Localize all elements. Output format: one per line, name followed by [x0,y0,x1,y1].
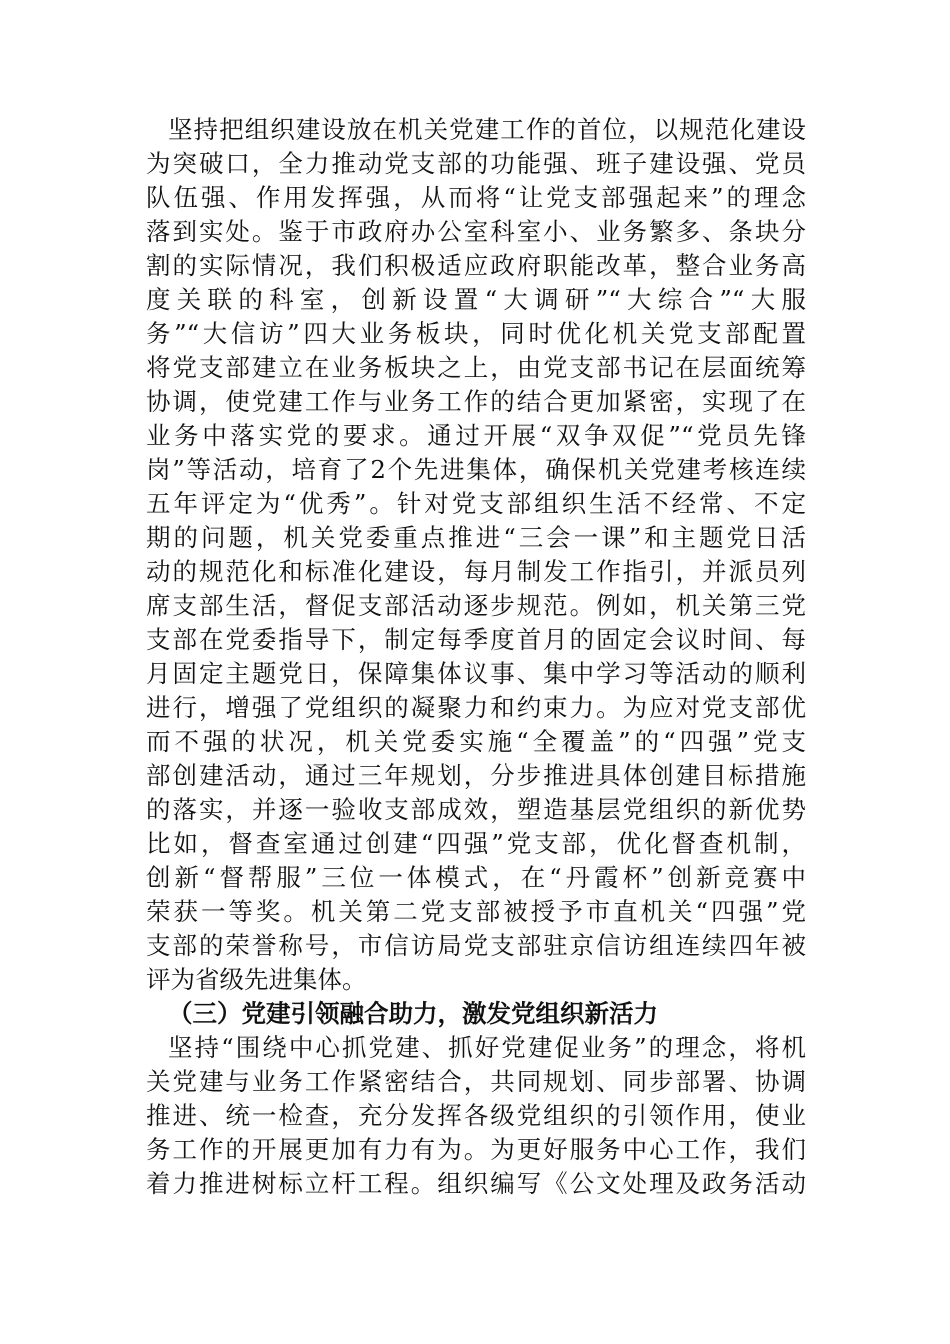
text-line: 的落实，并逐一验收支部成效，塑造基层党组织的新优势 [146,795,806,824]
text-line: 进行，增强了党组织的凝聚力和约束力。为应对党支部优 [146,693,806,722]
text-line: 着力推进树标立杆工程。组织编写《公文处理及政务活动 [146,1169,806,1198]
text-line: 月固定主题党日，保障集体议事、集中学习等活动的顺利 [146,659,806,688]
text-line: 支部的荣誉称号，市信访局党支部驻京信访组连续四年被 [146,931,806,960]
document-page [146,113,806,1201]
section-heading: （三）党建引领融合助力，激发党组织新活力 [168,999,658,1028]
text-line: 务”“大信访”四大业务板块，同时优化机关党支部配置 [146,319,806,348]
text-line: 岗”等活动，培育了2个先进集体，确保机关党建考核连续 [146,455,806,484]
text-line: 支部在党委指导下，制定每季度首月的固定会议时间、每 [146,625,806,654]
text-line: 创新“督帮服”三位一体模式，在“丹霞杯”创新竞赛中 [146,863,806,892]
text-line: 为突破口，全力推动党支部的功能强、班子建设强、党员 [146,149,806,178]
text-line: 评为省级先进集体。 [146,965,367,994]
text-line: 比如，督查室通过创建“四强”党支部，优化督查机制， [146,829,806,858]
paragraph-1 [146,113,806,997]
text-line: 关党建与业务工作紧密结合，共同规划、同步部署、协调 [146,1067,806,1096]
text-line: 部创建活动，通过三年规划，分步推进具体创建目标措施 [146,761,806,790]
text-line: 荣获一等奖。机关第二党支部被授予市直机关“四强”党 [146,897,806,926]
text-line: 协调，使党建工作与业务工作的结合更加紧密，实现了在 [146,387,806,416]
text-line: 割的实际情况，我们积极适应政府职能改革，整合业务高 [146,251,806,280]
paragraph-2 [146,1031,806,1201]
text-line: 坚持“围绕中心抓党建、抓好党建促业务”的理念，将机 [168,1033,806,1062]
text-line: 队伍强、作用发挥强，从而将“让党支部强起来”的理念 [146,183,806,212]
text-line: 期的问题，机关党委重点推进“三会一课”和主题党日活 [146,523,806,552]
text-line: 落到实处。鉴于市政府办公室科室小、业务繁多、条块分 [146,217,806,246]
text-line: 业务中落实党的要求。通过开展“双争双促”“党员先锋 [146,421,806,450]
text-line: 五年评定为“优秀”。针对党支部组织生活不经常、不定 [146,489,806,518]
text-line: 而不强的状况，机关党委实施“全覆盖”的“四强”党支 [146,727,806,756]
text-line: 动的规范化和标准化建设，每月制发工作指引，并派员列 [146,557,806,586]
text-line: 度关联的科室，创新设置“大调研”“大综合”“大服 [146,285,806,314]
text-line: 席支部生活，督促支部活动逐步规范。例如，机关第三党 [146,591,806,620]
text-line: 坚持把组织建设放在机关党建工作的首位，以规范化建设 [168,115,806,144]
text-line: 将党支部建立在业务板块之上，由党支部书记在层面统筹 [146,353,806,382]
text-line: 务工作的开展更加有力有为。为更好服务中心工作，我们 [146,1135,806,1164]
text-line: 推进、统一检查，充分发挥各级党组织的引领作用，使业 [146,1101,806,1130]
